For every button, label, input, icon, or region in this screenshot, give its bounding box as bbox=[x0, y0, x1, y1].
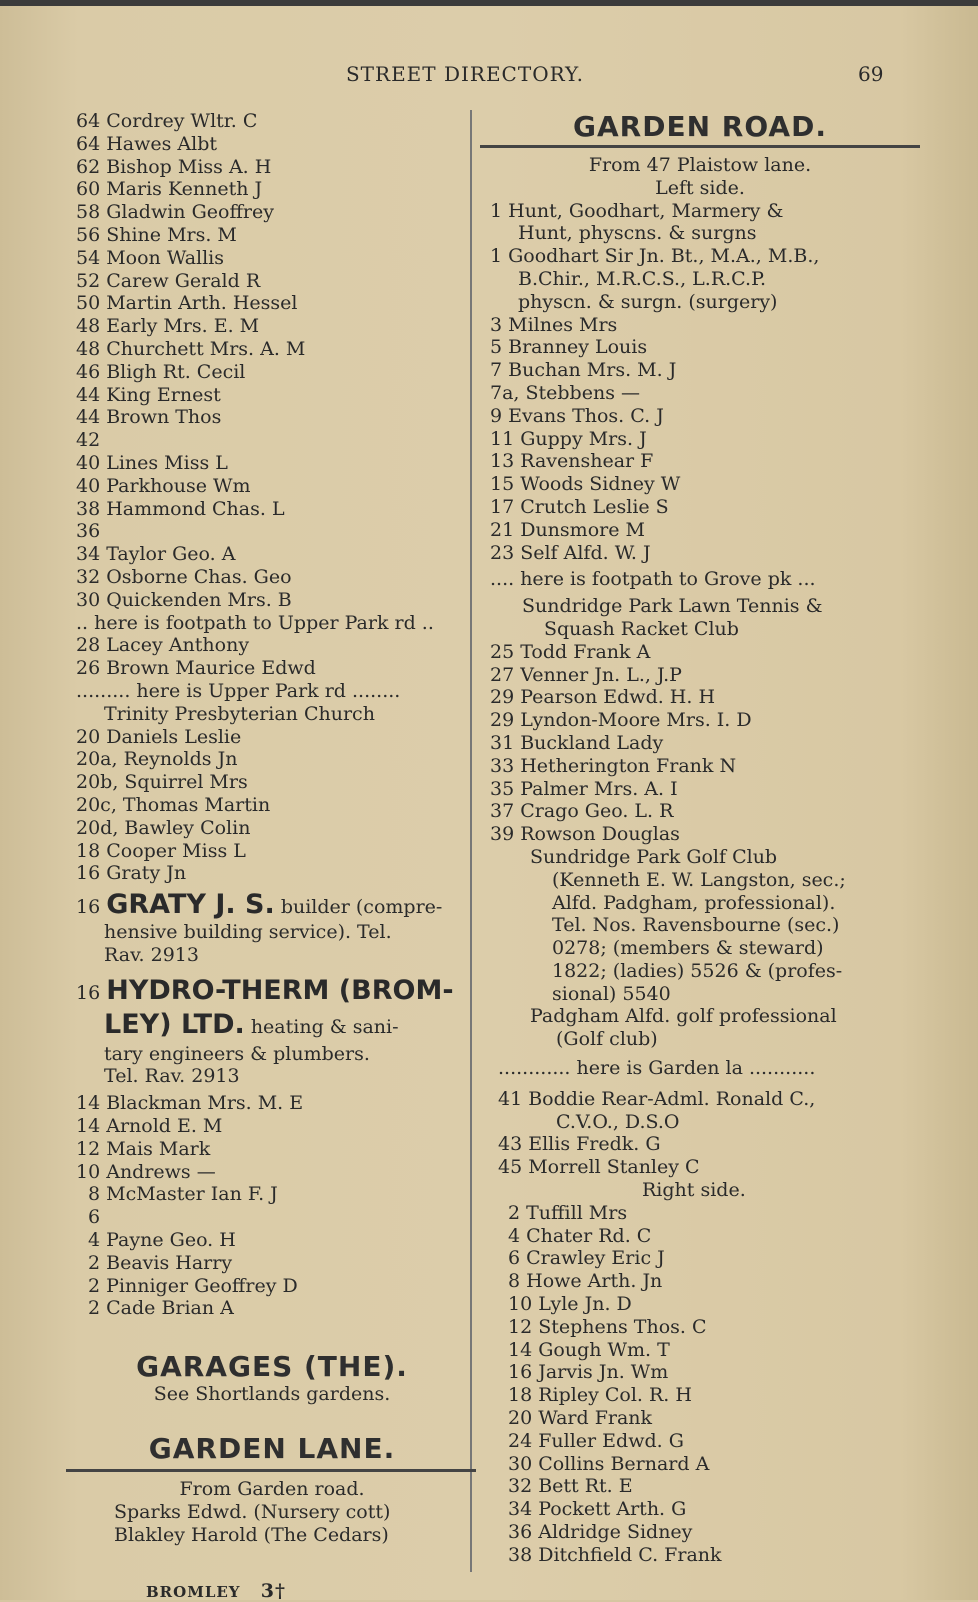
list-item: 20a, Reynolds Jn bbox=[76, 748, 238, 771]
right-entry-list bbox=[490, 314, 910, 565]
list-item: 15 Woods Sidney W bbox=[490, 473, 681, 496]
garages-heading: GARAGES (THE). bbox=[136, 1350, 408, 1384]
garden-road-from: From 47 Plaistow lane. bbox=[588, 154, 812, 176]
list-item: 18 Cooper Miss L bbox=[76, 839, 246, 862]
garages-see: See Shortlands gardens. bbox=[153, 1383, 391, 1406]
list-item: 6 bbox=[88, 1206, 101, 1229]
list-item: 8 Howe Arth. Jn bbox=[508, 1270, 663, 1293]
list-item: Blakley Harold (The Cedars) bbox=[114, 1523, 389, 1546]
list-item-cont: Hunt, physcns. & surgns bbox=[518, 222, 757, 245]
list-item: 45 Morrell Stanley C bbox=[498, 1156, 700, 1179]
list-item: 46 Bligh Rt. Cecil bbox=[76, 360, 246, 383]
list-item: 36 bbox=[76, 520, 101, 543]
list-item: Sparks Edwd. (Nursery cott) bbox=[114, 1500, 391, 1523]
list-item: 48 Churchett Mrs. A. M bbox=[76, 337, 306, 360]
right-entry-list-4 bbox=[490, 1202, 910, 1567]
hydro-desc-3: Tel. Rav. 2913 bbox=[104, 1065, 240, 1088]
list-item: 64 Cordrey Wltr. C bbox=[76, 110, 258, 132]
list-item: 24 Fuller Edwd. G bbox=[508, 1429, 684, 1452]
golf-club-detail: sional) 5540 bbox=[552, 982, 671, 1005]
list-item: 43 Ellis Fredk. G bbox=[498, 1133, 661, 1156]
graty-desc-3: Rav. 2913 bbox=[104, 943, 199, 966]
padgham-entry-cont: (Golf club) bbox=[556, 1028, 658, 1051]
graty-desc-1: builder (compre- bbox=[280, 896, 443, 919]
list-item: 23 Self Alfd. W. J bbox=[490, 541, 651, 564]
graty-desc-2: hensive building service). Tel. bbox=[104, 921, 392, 944]
graty-number: 16 bbox=[76, 896, 101, 919]
list-item-cont: B.Chir., M.R.C.S., L.R.C.P. bbox=[518, 267, 767, 290]
list-item: 7 Buchan Mrs. M. J bbox=[490, 359, 677, 382]
list-item: 32 Osborne Chas. Geo bbox=[76, 565, 292, 588]
tennis-club-cont: Squash Racket Club bbox=[544, 617, 739, 640]
list-item: 28 Lacey Anthony bbox=[76, 634, 250, 657]
garages-section bbox=[76, 1350, 468, 1406]
list-item: 39 Rowson Douglas bbox=[490, 823, 680, 846]
golf-club-detail: Tel. Nos. Ravensbourne (sec.) bbox=[552, 914, 840, 937]
left-column bbox=[76, 110, 468, 1546]
golf-club-detail: 1822; (ladies) 5526 & (profes- bbox=[552, 959, 843, 982]
list-item: 52 Carew Gerald R bbox=[76, 269, 261, 292]
garden-lane-from: From Garden road. bbox=[179, 1478, 365, 1501]
list-item: 14 Arnold E. M bbox=[76, 1115, 223, 1138]
list-item: 3 Milnes Mrs bbox=[490, 313, 618, 336]
list-item: 33 Hetherington Frank N bbox=[490, 754, 737, 777]
hydrotherm-advert bbox=[76, 975, 468, 1089]
list-item: 2 Beavis Harry bbox=[88, 1251, 233, 1274]
list-item: 20 Ward Frank bbox=[508, 1407, 653, 1430]
list-item: 44 Brown Thos bbox=[76, 406, 222, 429]
page-top-edge bbox=[0, 0, 978, 6]
list-item: 40 Parkhouse Wm bbox=[76, 474, 251, 497]
hydro-desc-1: heating & sani- bbox=[250, 1015, 399, 1038]
list-item: 2 Cade Brian A bbox=[88, 1297, 234, 1320]
list-item: 25 Todd Frank A bbox=[490, 640, 651, 663]
left-entry-list bbox=[76, 110, 468, 885]
list-item: 17 Crutch Leslie S bbox=[490, 495, 669, 518]
garden-road-heading: GARDEN ROAD. bbox=[573, 110, 827, 143]
list-item: 29 Lyndon-Moore Mrs. I. D bbox=[490, 709, 752, 732]
graty-name: GRATY J. S. bbox=[106, 889, 275, 921]
list-item: 20d, Bawley Colin bbox=[76, 816, 251, 839]
page-header bbox=[0, 62, 978, 92]
list-item: 48 Early Mrs. E. M bbox=[76, 315, 260, 338]
list-item: 54 Moon Wallis bbox=[76, 246, 225, 269]
list-item: 7a, Stebbens — bbox=[490, 381, 640, 404]
list-item: 20c, Thomas Martin bbox=[76, 793, 271, 816]
list-item: 20 Daniels Leslie bbox=[76, 725, 242, 748]
list-item: 5 Branney Louis bbox=[490, 336, 648, 359]
list-item: 14 Blackman Mrs. M. E bbox=[76, 1092, 304, 1115]
list-item: 41 Boddie Rear-Adml. Ronald C., bbox=[498, 1087, 816, 1110]
list-item: 1 Hunt, Goodhart, Marmery & bbox=[490, 199, 784, 222]
list-item: 34 Pockett Arth. G bbox=[508, 1498, 687, 1521]
list-item: 12 Stephens Thos. C bbox=[508, 1315, 707, 1338]
padgham-entry: Padgham Alfd. golf professional bbox=[530, 1005, 837, 1028]
list-item: 10 Andrews — bbox=[76, 1160, 216, 1183]
list-item: 62 Bishop Miss A. H bbox=[76, 155, 272, 178]
hydro-desc-2: tary engineers & plumbers. bbox=[104, 1042, 370, 1065]
column-divider bbox=[470, 110, 472, 1572]
list-item: 36 Aldridge Sidney bbox=[508, 1521, 693, 1544]
golf-club-name: Sundridge Park Golf Club bbox=[530, 845, 778, 868]
garden-road-rule bbox=[480, 145, 920, 148]
garden-la-note: ............ here is Garden la ........... bbox=[498, 1057, 816, 1080]
graty-advert bbox=[76, 891, 468, 967]
page-footer bbox=[146, 1580, 286, 1602]
golf-club-detail: (Kenneth E. W. Langston, sec.; bbox=[552, 868, 846, 891]
list-item: Trinity Presbyterian Church bbox=[104, 702, 375, 725]
footer-signature: 3† bbox=[260, 1580, 286, 1602]
list-item: 38 Ditchfield C. Frank bbox=[508, 1543, 722, 1566]
tennis-club: Sundridge Park Lawn Tennis & bbox=[522, 595, 823, 618]
list-item: 14 Gough Wm. T bbox=[508, 1338, 670, 1361]
list-item: 16 Graty Jn bbox=[76, 862, 187, 885]
list-item: 58 Gladwin Geoffrey bbox=[76, 201, 274, 224]
list-item: 64 Hawes Albt bbox=[76, 132, 218, 155]
list-item: 42 bbox=[76, 429, 101, 452]
list-item: 2 Pinniger Geoffrey D bbox=[88, 1274, 298, 1297]
list-item: 44 King Ernest bbox=[76, 383, 221, 406]
list-item: 35 Palmer Mrs. A. I bbox=[490, 777, 678, 800]
list-item: 20b, Squirrel Mrs bbox=[76, 771, 248, 794]
list-item: 13 Ravenshear F bbox=[490, 450, 654, 473]
page-number: 69 bbox=[858, 62, 884, 86]
right-column bbox=[490, 110, 910, 1567]
list-item: 21 Dunsmore M bbox=[490, 518, 645, 541]
garden-lane-rule bbox=[66, 1469, 476, 1472]
list-item: 4 Chater Rd. C bbox=[508, 1224, 652, 1247]
list-item: ......... here is Upper Park rd ........ bbox=[76, 679, 401, 702]
hydro-name-2: LEY) LTD. bbox=[104, 1008, 245, 1040]
list-item: 2 Tuffill Mrs bbox=[508, 1201, 628, 1224]
right-entry-list-3 bbox=[490, 1133, 910, 1179]
list-item: 10 Lyle Jn. D bbox=[508, 1293, 632, 1316]
list-item: 34 Taylor Geo. A bbox=[76, 543, 236, 566]
list-item-cont: C.V.O., D.S.O bbox=[556, 1110, 680, 1133]
list-item: 16 Jarvis Jn. Wm bbox=[508, 1361, 669, 1384]
list-item: 11 Guppy Mrs. J bbox=[490, 427, 647, 450]
footer-label: BROMLEY bbox=[146, 1583, 241, 1601]
list-item: 6 Crawley Eric J bbox=[508, 1247, 665, 1270]
hydro-name-1: HYDRO-THERM (BROM- bbox=[106, 974, 454, 1006]
list-item: 26 Brown Maurice Edwd bbox=[76, 657, 316, 680]
list-item: 27 Venner Jn. L., J.P bbox=[490, 663, 682, 686]
golf-club-detail: Alfd. Padgham, professional). bbox=[552, 891, 836, 914]
list-item: 50 Martin Arth. Hessel bbox=[76, 292, 298, 315]
list-item: 30 Quickenden Mrs. B bbox=[76, 588, 292, 611]
list-item: 38 Hammond Chas. L bbox=[76, 497, 285, 520]
left-side-label: Left side. bbox=[655, 176, 745, 199]
list-item: 56 Shine Mrs. M bbox=[76, 223, 237, 246]
list-item: .. here is footpath to Upper Park rd .. bbox=[76, 611, 434, 634]
garden-lane-heading: GARDEN LANE. bbox=[148, 1432, 396, 1466]
list-item: 8 McMaster Ian F. J bbox=[88, 1183, 278, 1206]
list-item: 1 Goodhart Sir Jn. Bt., M.A., M.B., bbox=[490, 245, 820, 268]
list-item: 30 Collins Bernard A bbox=[508, 1452, 710, 1475]
golf-club bbox=[490, 846, 910, 1006]
list-item: 4 Payne Geo. H bbox=[88, 1229, 236, 1252]
hydro-number: 16 bbox=[76, 981, 101, 1004]
list-item: 40 Lines Miss L bbox=[76, 451, 228, 474]
page-title: STREET DIRECTORY. bbox=[345, 62, 585, 86]
right-entry-list-2 bbox=[490, 641, 910, 846]
list-item: 9 Evans Thos. C. J bbox=[490, 404, 664, 427]
left-entry-list-2 bbox=[76, 1092, 468, 1320]
list-item-cont: physcn. & surgn. (surgery) bbox=[518, 290, 778, 313]
list-item: 31 Buckland Lady bbox=[490, 731, 664, 754]
list-item: 12 Mais Mark bbox=[76, 1137, 211, 1160]
golf-club-detail: 0278; (members & steward) bbox=[552, 937, 824, 960]
list-item: 32 Bett Rt. E bbox=[508, 1475, 633, 1498]
list-item: 29 Pearson Edwd. H. H bbox=[490, 686, 716, 709]
list-item: 18 Ripley Col. R. H bbox=[508, 1384, 692, 1407]
list-item: 60 Maris Kenneth J bbox=[76, 178, 263, 201]
list-item: 37 Crago Geo. L. R bbox=[490, 800, 674, 823]
footpath-note: .... here is footpath to Grove pk ... bbox=[490, 568, 816, 591]
garden-lane-section bbox=[76, 1432, 468, 1546]
right-side-label: Right side. bbox=[642, 1179, 746, 1202]
